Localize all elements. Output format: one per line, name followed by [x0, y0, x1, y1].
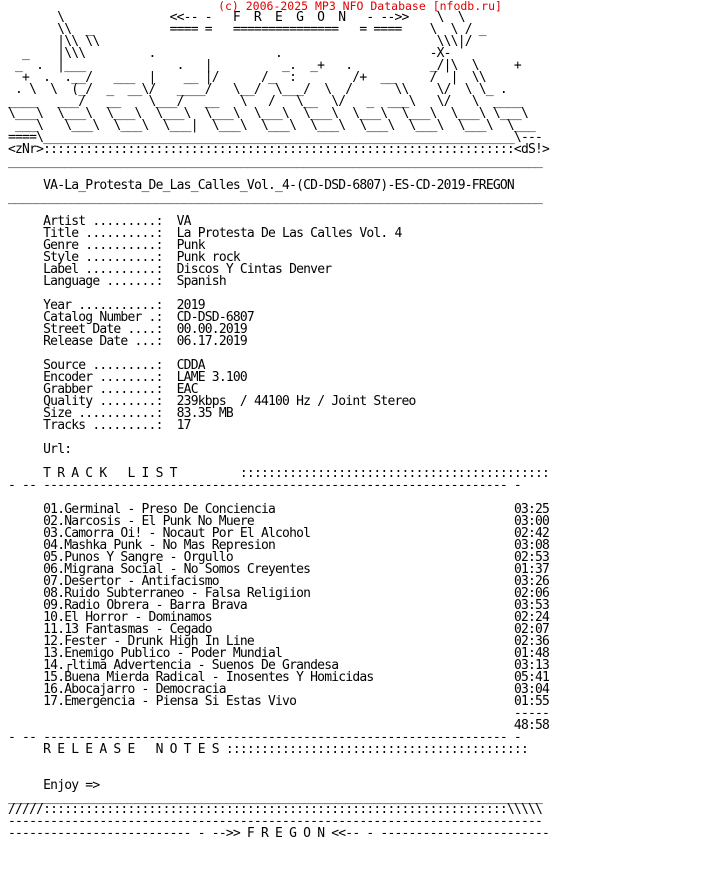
track-time: 01:37	[513, 562, 550, 577]
info-label: Tracks .........:	[43, 418, 177, 433]
info-value: LAME 3.100	[176, 370, 247, 385]
info-label: Quality ........:	[43, 394, 177, 409]
release-name: VA-La_Protesta_De_Las_Calles_Vol._4-(CD-DSD-6807)-ES-CD-2019-FREGON	[43, 178, 514, 193]
track-title: 15.Buena Mierda Radical - Inosentes Y Homicidas	[43, 670, 514, 685]
info-label: Source .........:	[43, 358, 177, 373]
track-title: 12.Fester - Drunk High In Line	[43, 634, 514, 649]
release-notes-heading: R E L E A S E N O T E S	[43, 742, 219, 757]
track-time: 01:48	[513, 646, 550, 661]
tracklist-heading: T R A C K L I S T	[43, 466, 177, 481]
track-title: 04.Mashka Punk - No Mas Represion	[43, 538, 514, 553]
info-label: Artist .........:	[43, 214, 177, 229]
track-title: 03.Camorra Oi! - Nocaut Por El Alcohol	[43, 526, 514, 541]
track-time: 02:42	[513, 526, 550, 541]
track-title: 16.Abocajarro - Democracia	[43, 682, 514, 697]
track-title: 05.Punos Y Sangre - Orgullo	[43, 550, 514, 565]
release-notes-text: Enjoy =>	[43, 778, 100, 793]
track-time: 03:00	[513, 514, 550, 529]
info-label: Street Date ....:	[43, 322, 177, 337]
track-time: 02:53	[513, 550, 550, 565]
site-copyright-header: (c) 2006-2025 MP3 NFO Database [nfodb.ru]	[218, 0, 502, 13]
info-label: Label ..........:	[43, 262, 177, 277]
track-time: 01:55	[513, 694, 550, 709]
track-title: 06.Migrana Social - No Somos Creyentes	[43, 562, 514, 577]
track-title: 07.Desertor - Antifacismo	[43, 574, 514, 589]
info-value: 17	[176, 418, 191, 433]
info-value: CD-DSD-6807	[176, 310, 254, 325]
info-value: 00.00.2019	[176, 322, 247, 337]
track-time: 02:06	[513, 586, 550, 601]
track-time: 03:53	[513, 598, 550, 613]
info-label: Url:	[43, 442, 177, 457]
info-value: 239kbps / 44100 Hz / Joint Stereo	[176, 394, 416, 409]
info-label: Catalog Number .:	[43, 310, 177, 325]
track-title: 11.13 Fantasmas - Cegado	[43, 622, 514, 637]
info-label: Grabber ........:	[43, 382, 177, 397]
fregon-ascii-logo: \ <<-- - F R E G O N - -->> \ \ \\ _ ==== = =============== = ==== \ \ / _ |\\ \\ \\\|/ _ |\\\ . . -X- _ . |___ . | _. _+ . _/|\ \ + + . .__/ ___ | __ |/ /_ : /+ __ / | \\ . \ \ (_/ _ __\/ ____/ \__/ \___/ \ / \\ \/ \ \_ . ____ ___/ __ \___/ __ \ / \__ \/ _ ___\ \/ \ ____ \___\ \___\ \___\ \___\ \___\ \___\ \___\ \___\ \___\ \___\ \___\ ___\ \___\ \___\ \___| \___\ \___\ \___\ \___\ \___\ \___\ \___ ====\___________________________________________________________________\--- <zNr>:::::::::::::::::::::::::::::::::::::::::::::::::::::::::::::::::::<dS!> ____________________________________________________________________________	[8, 10, 550, 169]
track-title: 14.┌ltima Advertencia - Suenos De Grandesa	[43, 658, 514, 673]
info-value: VA	[176, 214, 191, 229]
total-time: 48:58	[513, 718, 550, 733]
track-time: 03:25	[513, 502, 550, 517]
nfo-text-content: \ <<-- - F R E G O N - -->> \ \ \\ _ ==== = =============== = ==== \ \ / _ |\\ \\ \\\|/ _ |\\\ . . -X- _ . |___ . | _. _+ . _/|\ \ + + . .__/ ___ | __ |/ /_ : /+ __ / | \\ . \ \ (_/ _ __\/ ____/ \__/ \___/ \ / \\ \/ \ \_ . ____ ___/ __ \___/ __ \ / \__ \/ _ ___\ \/ \ ____ \___\ \___\ \___\ \___\ \___\ \___\ \___\ \___\ \___\ \___\ \___\ ___\ \___\ \___\ \___| \___\ \___\ \___\ \___\ \___\ \___\ \___ ====\___________________________________________________________________\--- <zNr>:::::::::::::::::::::::::::::::::::::::::::::::::::::::::::::::::::<dS!> ____________________________________________________________________________ VA-La_Protesta_De_Las_Calles_Vol._4-(CD-DSD-6807)-ES-CD-2019-FREGON ____________________________________________________________________________ Artist .........: VA Title ..........: La Protesta De Las Calles Vol. 4 Genre ..........: Punk Style ..........: Punk rock Label ..........: Discos Y Cintas Denver Language .......: Spanish Year ...........: 2019 Catalog Number .: CD-DSD-6807 Street Date ....: 00.00.2019 Release Date ...: 06.17.2019 Source .........: CDDA Encoder ........: LAME 3.100 Grabber ........: EAC Quality ........: 239kbps / 44100 Hz / Joint Stereo Size ...........: 83.35 MB Tracks .........: 17 Url: T R A C K L I S T :::::::::::::::::::::::::::::::::::::::::::: - -- ------------------------------------------------------------------ - 01.Germinal - Preso De Conciencia 03:25 02.Narcosis - El Punk No Muere 03:00 03.Camorra Oi! - Nocaut Por El Alcohol 02:42 04.Mashka Punk - No Mas Represion 03:08 05.Punos Y Sangre - Orgullo 02:53 06.Migrana Social - No Somos Creyentes 01:37 07.Desertor - Antifacismo 03:26 08.Ruido Subterraneo - Falsa Religiion 02:06 09.Radio Obrera - Barra Brava 03:53 10.El Horror - Dominamos 02:24 11.13 Fantasmas - Cegado 02:07 12.Fester - Drunk High In Line 02:36 13.Enemigo Publico - Poder Mundial 01:48 14.┌ltima Advertencia - Suenos De Grandesa 03:13 15.Buena Mierda Radical - Inosentes Y Homicidas 05:41 16.Abocajarro - Democracia 03:04 17.Emergencia - Piensa Si Estas Vivo 01:55 ----- 48:58 - -- ------------------------------------------------------------------ - R E L E A S E N O T E S ::::::::::::::::::::::::::::::::::::::::::: Enjoy => ____________________________________________________________________________ /////::::::::::::::::::::::::::::::::::::::::::::::::::::::::::::::::::\\\\\ ---------------------------------------------------------------------------- -------------------------- - -->> F R E G O N <<-- - ------------------------	[8, 10, 550, 841]
info-label: Year ...........:	[43, 298, 177, 313]
track-time: 03:13	[513, 658, 550, 673]
info-label: Language .......:	[43, 274, 177, 289]
track-title: 02.Narcosis - El Punk No Muere	[43, 514, 514, 529]
info-label: Release Date ...:	[43, 334, 177, 349]
track-time: 02:07	[513, 622, 550, 637]
info-value: Discos Y Cintas Denver	[176, 262, 332, 277]
track-time: 02:24	[513, 610, 550, 625]
info-value: Punk	[176, 238, 205, 253]
track-title: 13.Enemigo Publico - Poder Mundial	[43, 646, 514, 661]
track-title: 09.Radio Obrera - Barra Brava	[43, 598, 514, 613]
track-title: 08.Ruido Subterraneo - Falsa Religiion	[43, 586, 514, 601]
info-label: Size ...........:	[43, 406, 177, 421]
info-value: EAC	[176, 382, 198, 397]
info-value: La Protesta De Las Calles Vol. 4	[176, 226, 402, 241]
track-title: 10.El Horror - Dominamos	[43, 610, 514, 625]
info-value: Spanish	[176, 274, 226, 289]
track-title: 17.Emergencia - Piensa Si Estas Vivo	[43, 694, 514, 709]
info-value: 83.35 MB	[176, 406, 233, 421]
track-time: 03:08	[513, 538, 550, 553]
track-time: 02:36	[513, 634, 550, 649]
info-value: CDDA	[176, 358, 205, 373]
track-title: 01.Germinal - Preso De Conciencia	[43, 502, 514, 517]
footer-signature: - -->> F R E G O N <<-- -	[197, 826, 374, 841]
track-time: 03:26	[513, 574, 550, 589]
info-label: Title ..........:	[43, 226, 177, 241]
info-value: Punk rock	[176, 250, 240, 265]
track-time: 03:04	[513, 682, 550, 697]
info-label: Genre ..........:	[43, 238, 177, 253]
track-time: 05:41	[513, 670, 550, 685]
info-label: Style ..........:	[43, 250, 177, 265]
info-value: 2019	[176, 298, 205, 313]
info-value: 06.17.2019	[176, 334, 247, 349]
info-label: Encoder ........:	[43, 370, 177, 385]
